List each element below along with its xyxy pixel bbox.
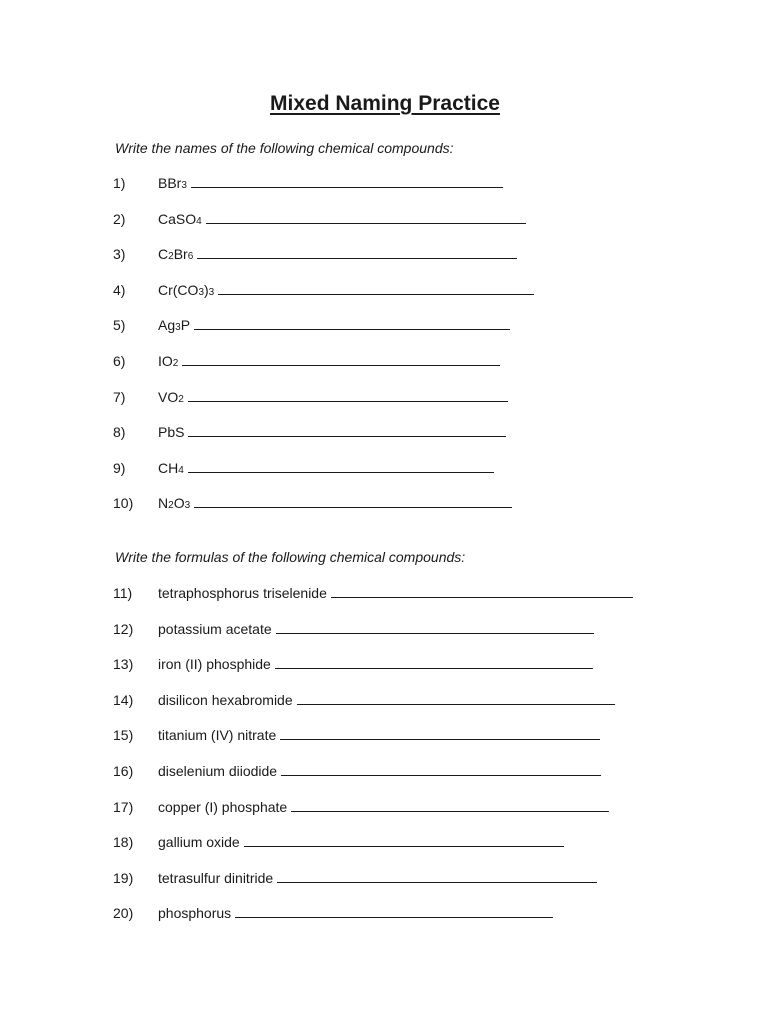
- question-number: 19): [113, 869, 134, 886]
- answer-blank[interactable]: [197, 257, 517, 259]
- answer-blank[interactable]: [194, 506, 512, 508]
- question-number: 9): [113, 459, 126, 476]
- compound-name-label: gallium oxide: [158, 834, 240, 851]
- answer-blank[interactable]: [281, 774, 601, 776]
- formula-element: PbS: [158, 424, 185, 441]
- compound-name-label: phosphorus: [158, 905, 232, 922]
- compound-name-label: titanium (IV) nitrate: [158, 727, 277, 744]
- question-number: 8): [113, 424, 126, 441]
- answer-blank[interactable]: [188, 435, 506, 437]
- compound-name-label: diselenium diiodide: [158, 763, 278, 779]
- question-number: 2): [113, 210, 126, 227]
- question-number: 14): [113, 691, 134, 708]
- question-number: 6): [113, 353, 126, 369]
- compound-name: [158, 905, 553, 921]
- answer-blank[interactable]: [297, 703, 615, 705]
- formula-element: N: [158, 495, 169, 512]
- compound-name: [158, 870, 597, 886]
- formula-element: CaSO: [158, 210, 197, 227]
- answer-blank[interactable]: [188, 471, 494, 473]
- answer-blank[interactable]: [276, 632, 594, 634]
- chemical-formula: C 2 Br 6: [158, 246, 517, 262]
- answer-blank[interactable]: [206, 222, 526, 224]
- compound-name: [158, 763, 601, 779]
- answer-blank[interactable]: [277, 881, 597, 883]
- formula-element: O: [173, 495, 185, 512]
- question-number: 1): [113, 175, 126, 191]
- question-number: 16): [113, 763, 134, 779]
- formula-element: CH: [158, 459, 179, 476]
- chemical-formula: [158, 424, 506, 440]
- formula-element: IO: [158, 353, 173, 369]
- answer-blank[interactable]: [280, 738, 600, 740]
- question-number: 3): [113, 246, 126, 263]
- formula-element: ): [204, 281, 209, 298]
- formula-element: Cr(CO: [158, 281, 199, 298]
- question-number: 10): [113, 495, 134, 512]
- chemical-formula: CaSO 4: [158, 211, 526, 227]
- compound-name: [158, 585, 633, 601]
- chemical-formula: BBr 3: [158, 175, 503, 191]
- compound-name-label: copper (I) phosphate: [158, 798, 288, 815]
- answer-blank[interactable]: [194, 328, 510, 330]
- formula-element: P: [180, 317, 191, 334]
- compound-name: [158, 656, 593, 672]
- answer-blank[interactable]: [182, 364, 500, 366]
- formula-element: Ag: [158, 317, 176, 334]
- section-1-instruction: Write the names of the following chemical compounds:: [115, 140, 454, 156]
- compound-name-label: disilicon hexabromide: [158, 691, 293, 708]
- chemical-formula: N 2 O 3: [158, 495, 512, 511]
- compound-name: [158, 621, 594, 637]
- answer-blank[interactable]: [191, 186, 503, 188]
- answer-blank[interactable]: [291, 810, 609, 812]
- chemical-formula: Cr(CO 3 ) 3: [158, 282, 534, 298]
- question-number: 20): [113, 905, 134, 922]
- question-number: 12): [113, 620, 134, 637]
- formula-element: Br: [173, 246, 188, 263]
- compound-name-label: tetrasulfur dinitride: [158, 869, 274, 886]
- question-number: 17): [113, 798, 134, 815]
- section-2-instruction: Write the formulas of the following chemical compounds:: [115, 549, 466, 565]
- compound-name-label: tetraphosphorus triselenide: [158, 585, 327, 601]
- formula-element: C: [158, 246, 169, 263]
- compound-name: [158, 834, 564, 850]
- compound-name-label: potassium acetate: [158, 620, 272, 637]
- answer-blank[interactable]: [331, 596, 633, 598]
- compound-name-label: iron (II) phosphide: [158, 656, 271, 673]
- question-number: 15): [113, 727, 134, 744]
- question-number: 11): [113, 585, 133, 601]
- answer-blank[interactable]: [275, 667, 593, 669]
- compound-name: [158, 727, 600, 743]
- answer-blank[interactable]: [244, 845, 564, 847]
- formula-element: BBr: [158, 175, 182, 191]
- question-number: 5): [113, 317, 126, 334]
- question-number: 7): [113, 388, 126, 405]
- compound-name: [158, 692, 615, 708]
- chemical-formula: Ag 3 P: [158, 317, 510, 333]
- answer-blank[interactable]: [218, 293, 534, 295]
- question-number: 13): [113, 656, 134, 673]
- chemical-formula: CH 4: [158, 460, 494, 476]
- compound-name: [158, 799, 609, 815]
- answer-blank[interactable]: [235, 916, 553, 918]
- chemical-formula: IO 2: [158, 353, 500, 369]
- question-number: 18): [113, 834, 134, 851]
- chemical-formula: VO 2: [158, 389, 508, 405]
- answer-blank[interactable]: [188, 400, 508, 402]
- question-number: 4): [113, 281, 126, 298]
- formula-element: VO: [158, 388, 179, 405]
- page-title: Mixed Naming Practice: [270, 92, 500, 115]
